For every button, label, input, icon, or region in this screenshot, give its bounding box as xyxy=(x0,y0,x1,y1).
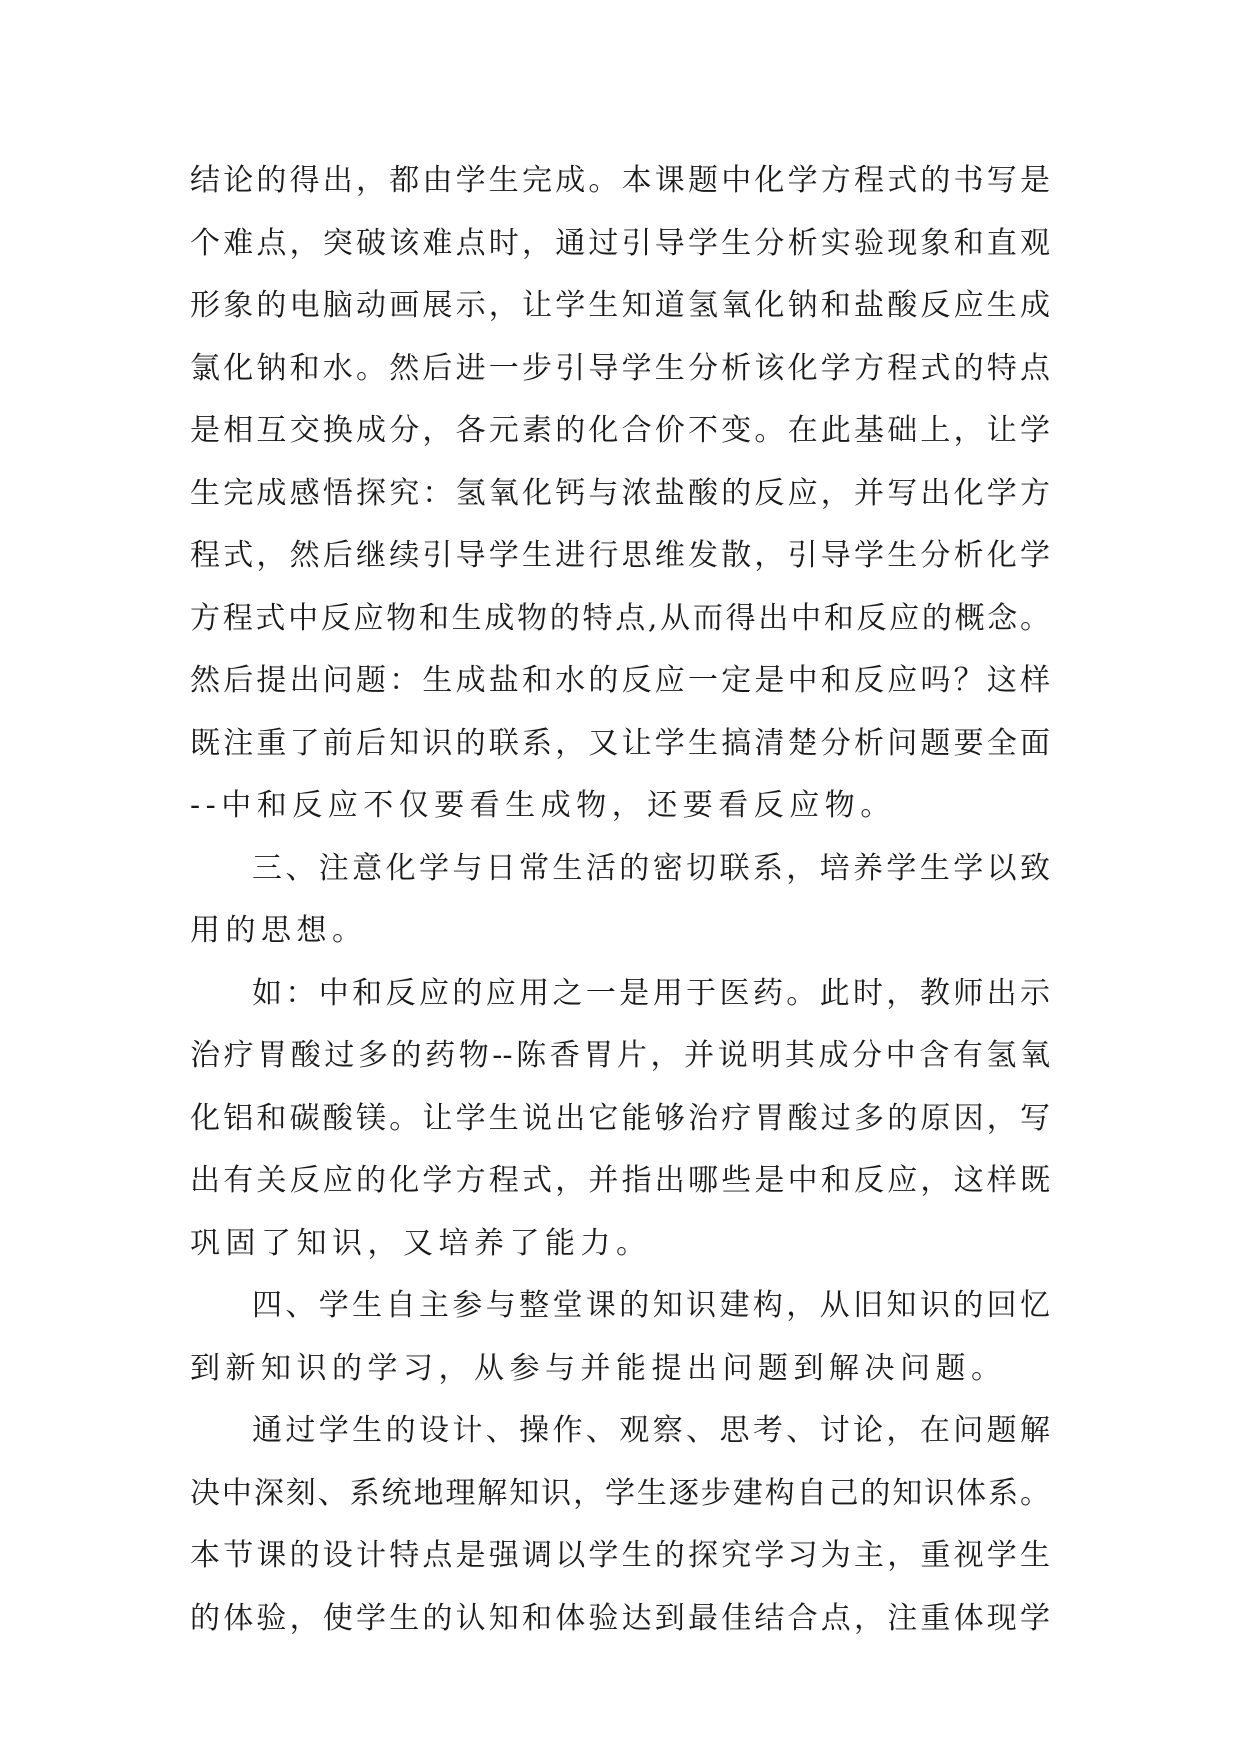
text-line: 化铝和碳酸镁。让学生说出它能够治疗胃酸过多的原因，写 xyxy=(190,1100,1050,1136)
text-line: 四、学生自主参与整堂课的知识建构，从旧知识的回忆 xyxy=(252,1288,1050,1323)
text-line: 通过学生的设计、操作、观察、思考、讨论，在问题解 xyxy=(252,1413,1050,1448)
text-line: 个难点，突破该难点时，通过引导学生分析实验现象和直观 xyxy=(190,225,1050,261)
text-line: 巩固了知识，又培养了能力。 xyxy=(190,1225,652,1261)
text-line: 氯化钠和水。然后进一步引导学生分析该化学方程式的特点 xyxy=(190,350,1050,386)
text-line: 程式，然后继续引导学生进行思维发散，引导学生分析化学 xyxy=(190,538,1050,573)
text-line: 到新知识的学习，从参与并能提出问题到解决问题。 xyxy=(190,1350,1007,1386)
text-line: 的体验，使学生的认知和体验达到最佳结合点，注重体现学 xyxy=(190,1600,1050,1636)
text-line: 三、注意化学与日常生活的密切联系，培养学生学以致 xyxy=(252,850,1050,886)
text-line: 既注重了前后知识的联系，又让学生搞清楚分析问题要全面 xyxy=(190,725,1050,761)
text-line: 用的思想。 xyxy=(190,913,368,948)
text-line: 是相互交换成分，各元素的化合价不变。在此基础上，让学 xyxy=(190,413,1050,448)
text-line: 生完成感悟探究：氢氧化钙与浓盐酸的反应，并写出化学方 xyxy=(190,475,1050,511)
text-line: 治疗胃酸过多的药物--陈香胃片，并说明其成分中含有氢氧 xyxy=(190,1038,1050,1073)
text-line: 然后提出问题：生成盐和水的反应一定是中和反应吗？这样 xyxy=(190,663,1050,698)
text-line: 方程式中反应物和生成物的特点,从而得出中和反应的概念。 xyxy=(190,600,1050,636)
text-line: --中和反应不仅要看生成物，还要看反应物。 xyxy=(190,788,896,823)
text-line: 决中深刻、系统地理解知识，学生逐步建构自己的知识体系。 xyxy=(190,1475,1050,1511)
text-line: 如：中和反应的应用之一是用于医药。此时，教师出示 xyxy=(252,975,1050,1011)
text-line: 出有关反应的化学方程式，并指出哪些是中和反应，这样既 xyxy=(190,1163,1050,1198)
text-line: 本节课的设计特点是强调以学生的探究学习为主，重视学生 xyxy=(190,1538,1050,1573)
document-body xyxy=(190,150,1050,1650)
text-line: 结论的得出，都由学生完成。本课题中化学方程式的书写是 xyxy=(190,163,1050,198)
text-line: 形象的电脑动画展示，让学生知道氢氧化钠和盐酸反应生成 xyxy=(190,288,1050,323)
